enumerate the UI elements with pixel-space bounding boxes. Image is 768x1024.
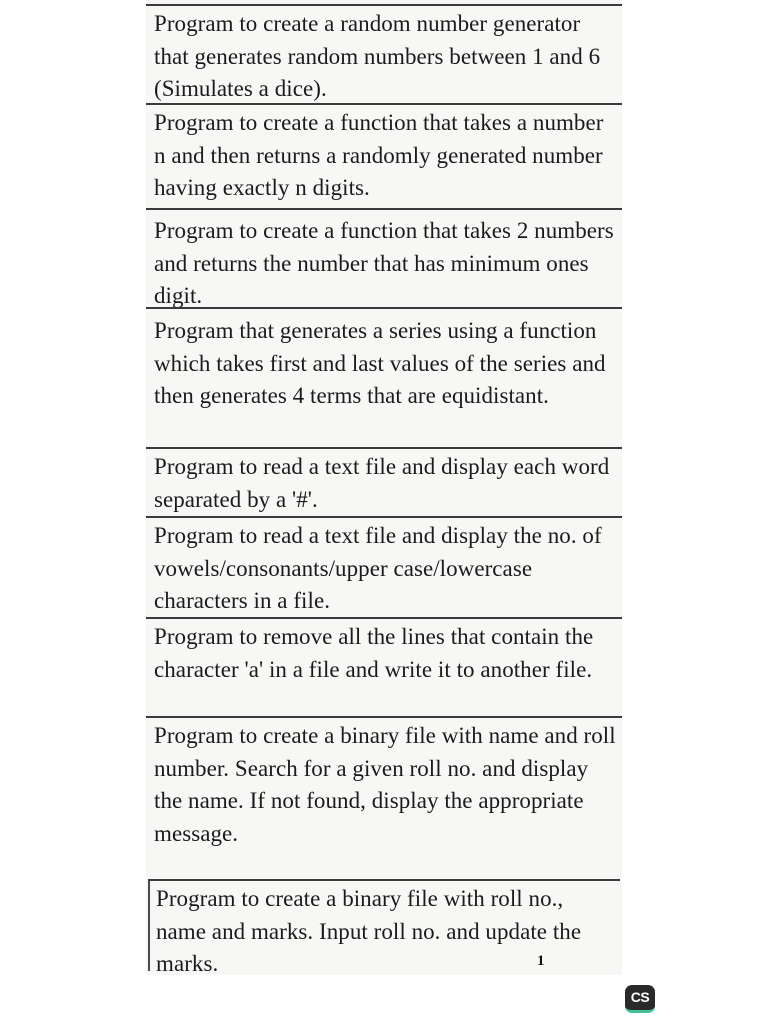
page-number: 1 [537,953,545,969]
program-text: Program to create a function that takes a number n and then returns a randomly generated number having exactly n digits. [154,110,604,200]
program-item-3 [146,208,622,307]
program-item-8 [146,716,622,879]
program-item-6 [146,516,622,617]
program-text: Program to read a text file and display the no. of vowels/consonants/upper case/lowercase characters in a file. [154,523,602,613]
program-item-9 [148,879,620,976]
program-text: Program to create a binary file with name and roll number. Search for a given roll no. and display the name. If not found, display the appropriate message. [154,723,616,846]
program-item-4 [146,307,622,447]
program-item-1 [146,4,622,103]
program-text: Program that generates a series using a function which takes first and last values of the series and then generates 4 terms that are equidistant. [154,318,606,408]
program-text: Program to create a function that takes 2 numbers and returns the number that has minimum ones digit. [154,218,614,308]
program-item-5 [146,447,622,516]
program-item-7 [146,617,622,716]
program-text: Program to read a text file and display each word separated by a '#'. [154,454,610,512]
program-text: Program to create a binary file with roll no., name and marks. Input roll no. and update the marks. [156,886,582,976]
program-list [146,4,622,976]
camscanner-logo-icon: CS [625,985,655,1013]
program-text: Program to remove all the lines that contain the character 'a' in a file and write it to another file. [154,624,594,682]
program-text: Program to create a random number generator that generates random numbers between 1 and 6 (Simulates a dice). [154,11,601,101]
program-item-2 [146,103,622,208]
